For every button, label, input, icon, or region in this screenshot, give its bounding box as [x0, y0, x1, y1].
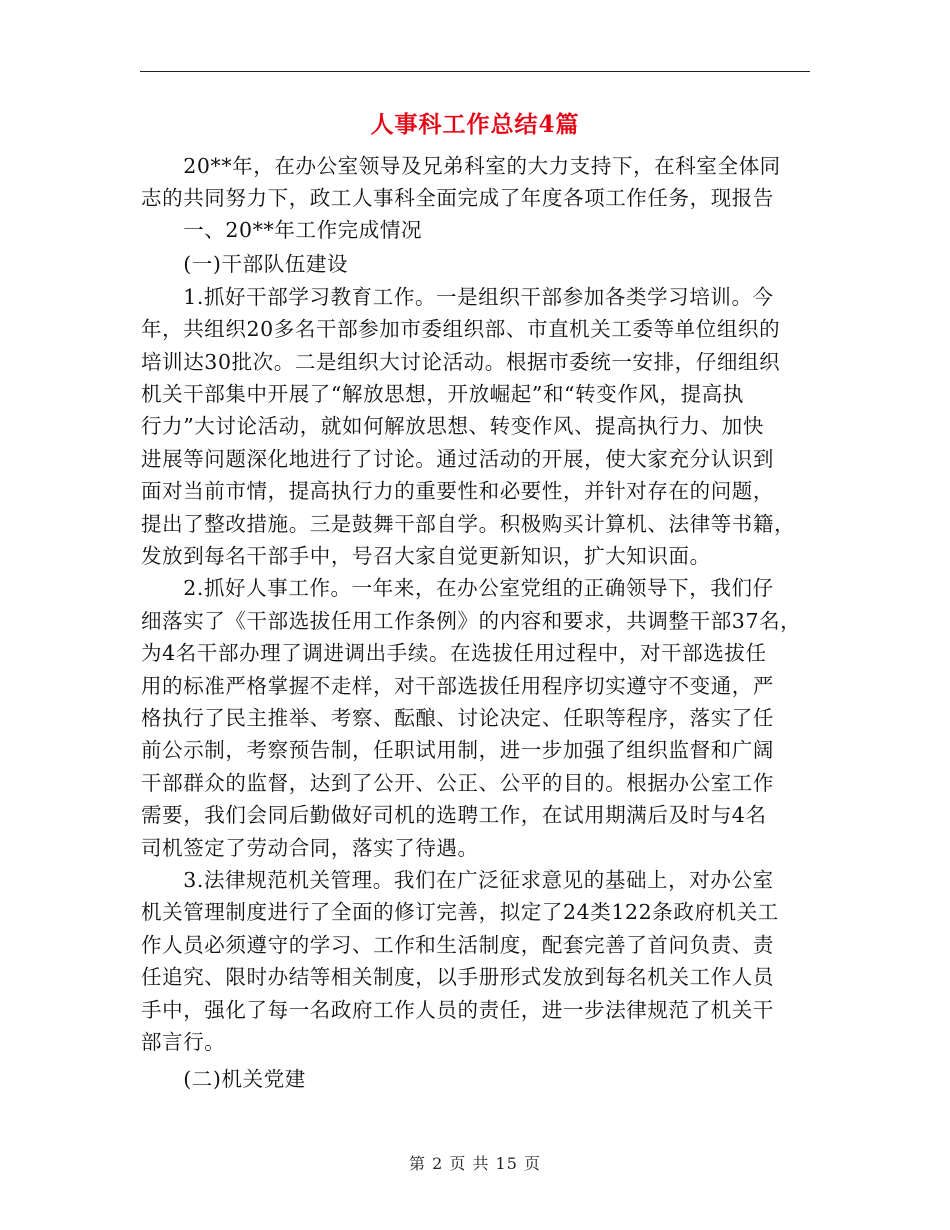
body-line: 年，共组织20多名干部参加市委组织部、市直机关工委等单位组织的 [141, 317, 781, 341]
body-line: 司机签定了劳动合同，落实了待遇。 [141, 836, 479, 860]
body-line: 志的共同努力下，政工人事科全面完成了年度各项工作任务，现报告 [141, 186, 774, 210]
body-line: 用的标准严格掌握不走样，对干部选拔任用程序切实遵守不变通，严 [141, 674, 774, 698]
body-line: 细落实了《干部选拔任用工作条例》的内容和要求，共调整干部37名， [141, 609, 802, 633]
page-number: 第 2 页 共 15 页 [409, 1154, 541, 1173]
body-line: 部言行。 [141, 1030, 226, 1054]
body-line: 需要，我们会同后勤做好司机的选聘工作，在试用期满后及时与4名 [141, 803, 767, 827]
body-line: 机关管理制度进行了全面的修订完善，拟定了24类122条政府机关工 [141, 900, 779, 924]
body-line: 提出了整改措施。三是鼓舞干部自学。积极购买计算机、法律等书籍， [141, 512, 796, 536]
body-line: 发放到每名干部手中，号召大家自觉更新知识，扩大知识面。 [141, 544, 711, 568]
body-line: 培训达30批次。二是组织大讨论活动。根据市委统一安排，仔细组织 [141, 350, 781, 374]
body-line: 行力”大讨论活动，就如何解放思想、转变作风、提高执行力、加快 [141, 414, 764, 438]
body-line: 机关干部集中开展了“解放思想，开放崛起”和“转变作风，提高执 [141, 382, 744, 406]
body-line: 20**年，在办公室领导及兄弟科室的大力支持下，在科室全体同 [141, 154, 781, 178]
body-line: 进展等问题深化地进行了讨论。通过活动的开展，使大家充分认识到 [141, 447, 774, 471]
body-line: 2.抓好人事工作。一年来，在办公室党组的正确领导下，我们仔 [141, 576, 774, 600]
body-line: 作人员必须遵守的学习、工作和生活制度，配套完善了首问负责、责 [141, 933, 774, 957]
body-line: 1.抓好干部学习教育工作。一是组织干部参加各类学习培训。今 [141, 285, 774, 309]
subsection-heading: (一)干部队伍建设 [141, 252, 349, 276]
body-line: 为4名干部办理了调进调出手续。在选拔任用过程中，对干部选拔任 [141, 641, 767, 665]
document-title: 人事科工作总结4篇 [370, 111, 580, 138]
body-line: 格执行了民主推举、考察、酝酿、讨论决定、任职等程序，落实了任 [141, 706, 774, 730]
subsection-heading: (二)机关党建 [141, 1067, 306, 1091]
body-line: 前公示制，考察预告制，任职试用制，进一步加强了组织监督和广阔 [141, 738, 774, 762]
body-line: 3.法律规范机关管理。我们在广泛征求意见的基础上，对办公室 [141, 868, 774, 892]
body-line: 干部群众的监督，达到了公开、公正、公平的目的。根据办公室工作 [141, 771, 774, 795]
body-line: 面对当前市情，提高执行力的重要性和必要性，并针对存在的问题， [141, 479, 774, 503]
header-rule [140, 71, 810, 72]
body-line: 手中，强化了每一名政府工作人员的责任，进一步法律规范了机关干 [141, 998, 774, 1022]
body-line: 任追究、限时办结等相关制度，以手册形式发放到每名机关工作人员 [141, 965, 774, 989]
section-heading: 一、20**年工作完成情况 [141, 218, 423, 242]
